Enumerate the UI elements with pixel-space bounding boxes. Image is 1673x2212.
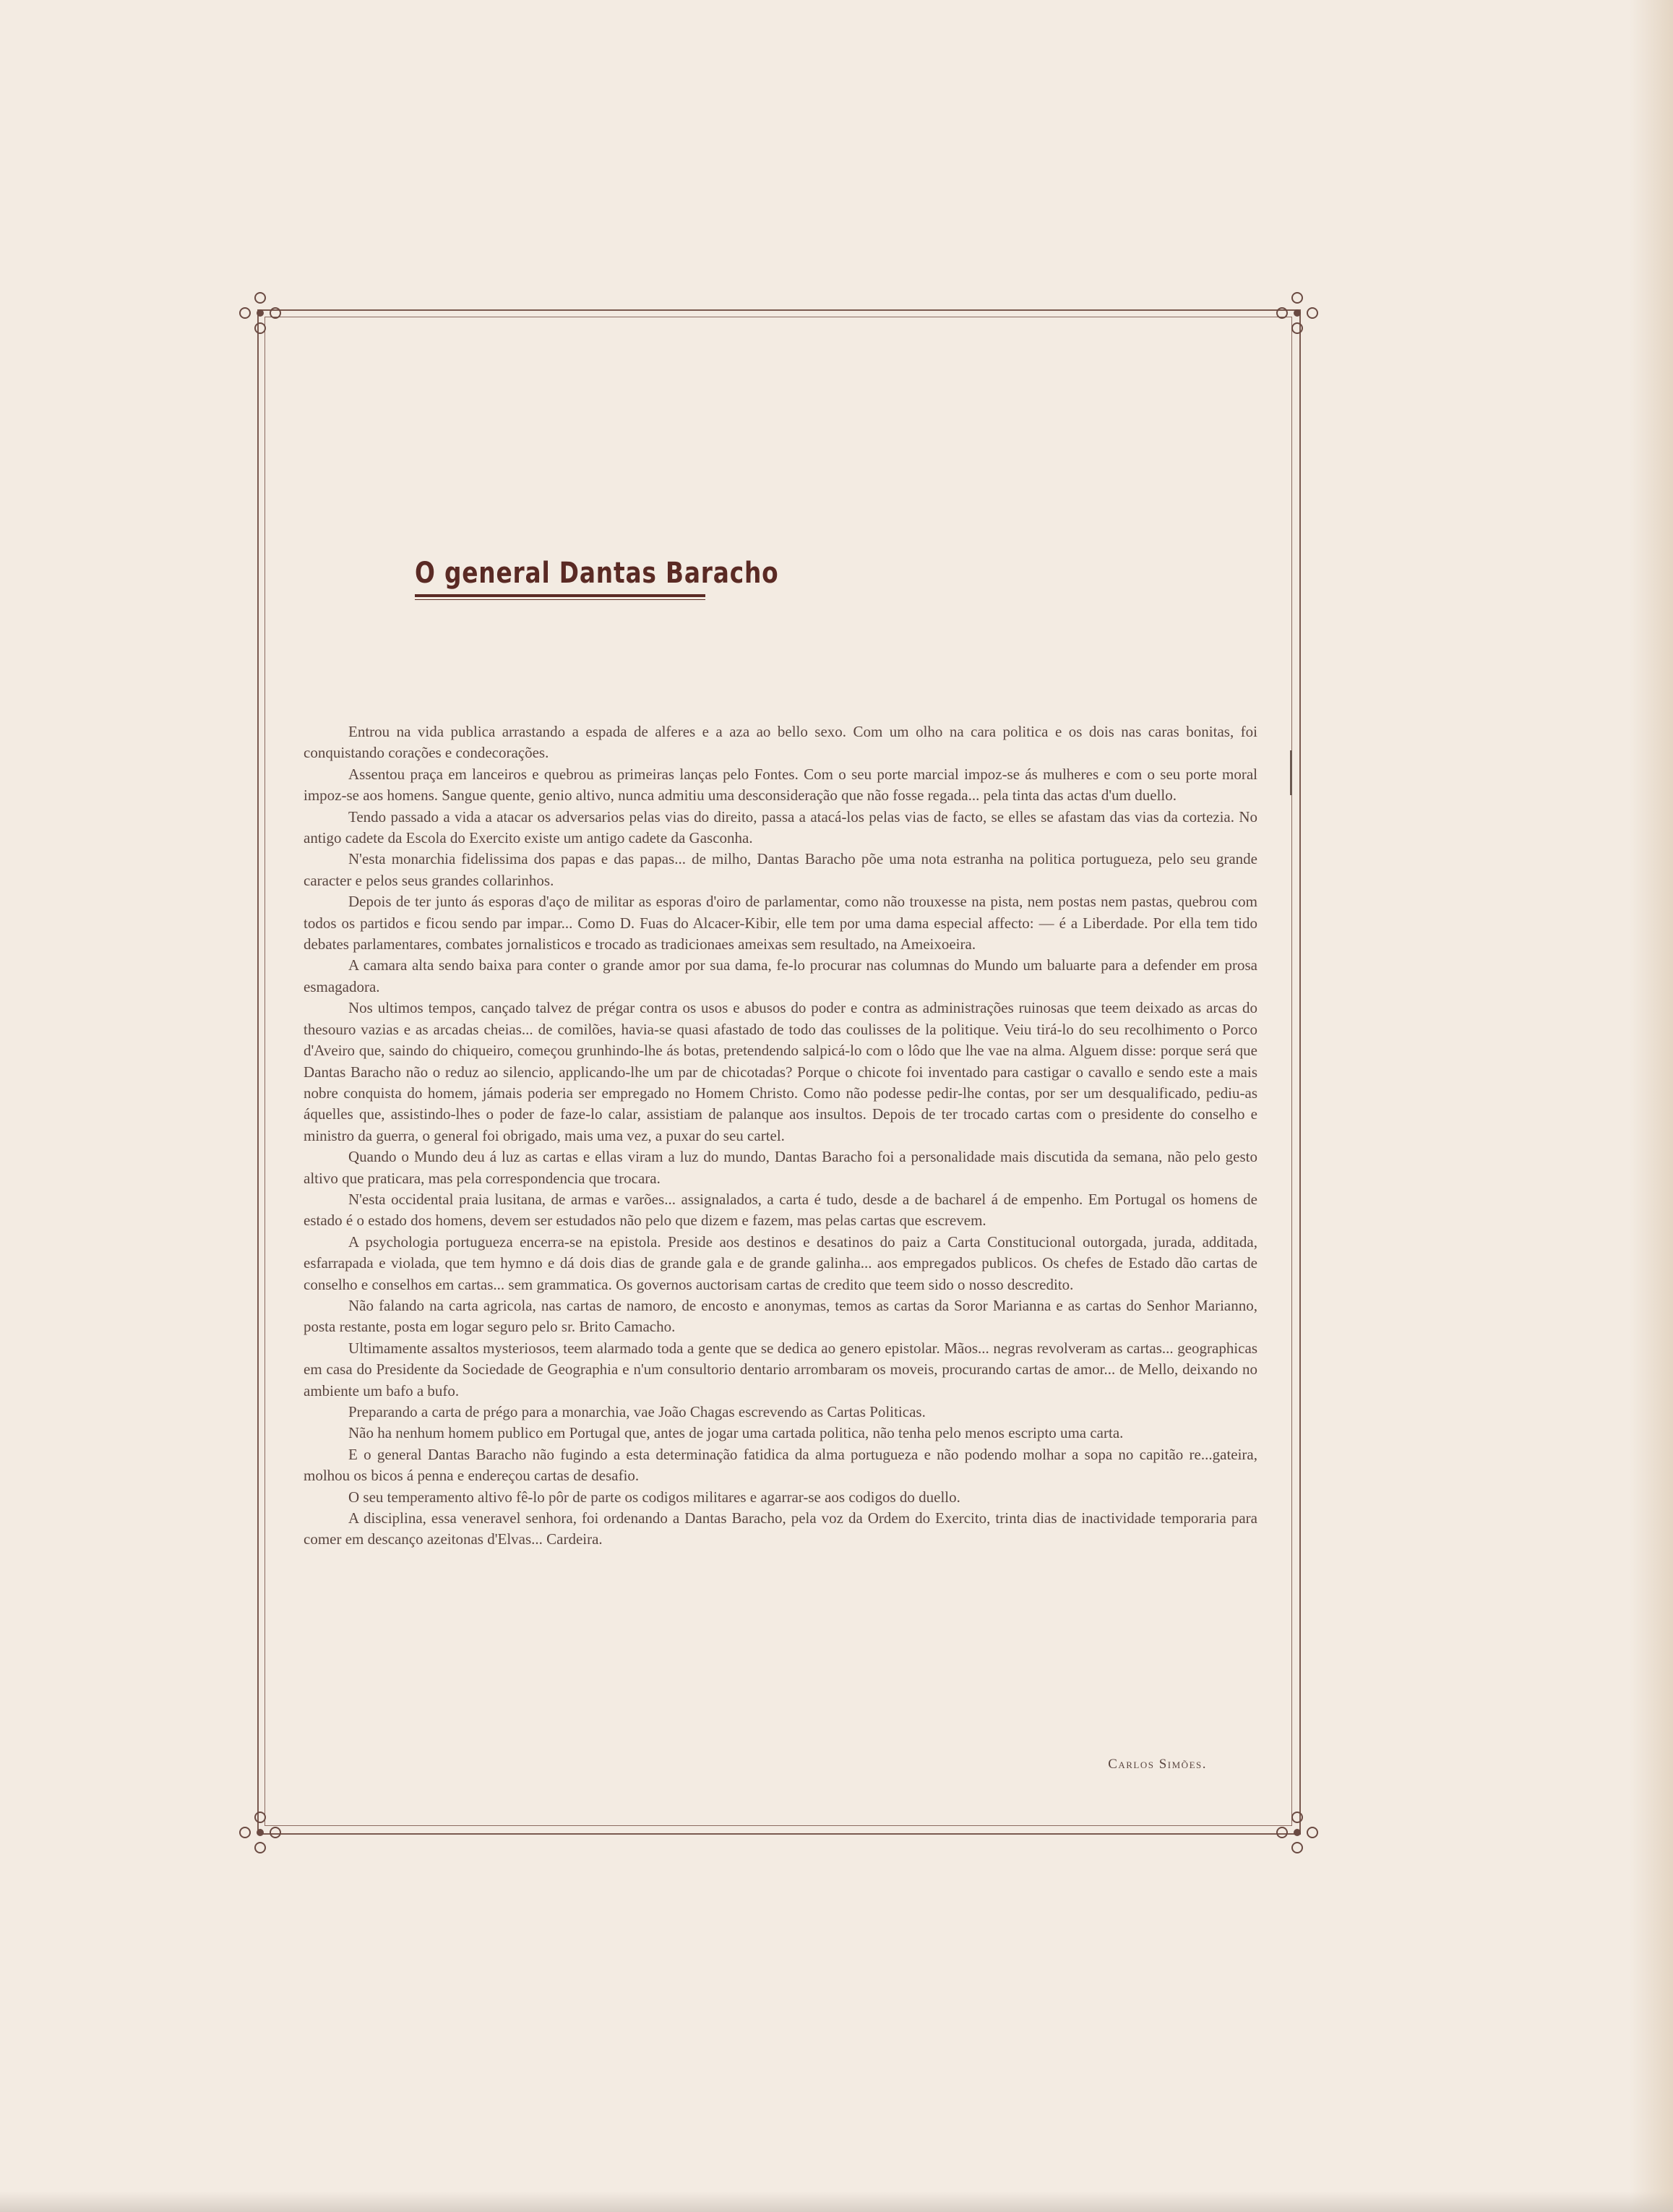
paragraph: Ultimamente assaltos mysteriosos, teem alarmado toda a gente que se dedica ao genero epistolar. Mãos... negras revolveram as cartas... geographicas em casa do Presidente da Sociedade de Geographia e n'um consultorio dentario arrombaram os moveis, procurando cartas de amor... de Mello, deixando no ambiente um bafo a bufo. [304,1339,1257,1399]
paragraph: A disciplina, essa veneravel senhora, foi ordenando a Dantas Baracho, pela voz da Ordem do Exercito, trinta dias de inactividade temporaria para comer em descanço azeitonas d'Elvas... Cardeira. [304,1509,1257,1548]
article-body [304,721,1257,1551]
paragraph: O seu temperamento altivo fê-lo pôr de parte os codigos militares e agarrar-se aos codigos do duello. [348,1488,960,1506]
paragraph: Assentou praça em lanceiros e quebrou as primeiras lanças pelo Fontes. Com o seu porte marcial impoz-se ás mulheres e com o seu porte moral impoz-se aos homens. Sangue quente, genio altivo, nunca admitiu uma desconsideração que não fosse regada... pela tinta das actas d'um duello. [304,765,1257,805]
paragraph: Quando o Mundo deu á luz as cartas e ellas viram a luz do mundo, Dantas Baracho foi a personalidade mais discutida da semana, não pelo gesto altivo que praticara, mas pela correspondencia que trocara. [304,1148,1257,1187]
title-underline-thin [415,599,705,600]
margin-mark [1290,750,1292,795]
paragraph: E o general Dantas Baracho não fugindo a esta determinação fatidica da alma portugueza e não podendo molhar a sopa no capitão re...gateira, molhou os bicos á penna e endereçou cartas de desafio. [304,1445,1257,1485]
page-edge-shadow [1630,0,1673,2212]
fleuron-corner-icon [235,1807,285,1858]
paragraph: Tendo passado a vida a atacar os adversarios pelas vias do direito, passa a atacá-los pelas vias de facto, se elles se afastam das vias da cortezia. No antigo cadete da Escola do Exercito existe um antigo cadete da Gasconha. [304,807,1257,847]
paragraph: Depois de ter junto ás esporas d'aço de militar as esporas d'oiro de parlamentar, como não trouxesse na pista, nem postas nem pastas, quebrou com todos os partidos e ficou sendo par impar... Como D. Fuas do Alcacer-Kibir, elle tem por uma dama especial affecto: — é a Liberdade. Por ella tem tido debates parlamentares, combates jornalisticos e trocado as tradicionaes ameixas sem resultado, na Ameixoeira. [304,893,1257,953]
title-underline [415,594,705,597]
fleuron-corner-icon [1272,288,1323,338]
paragraph: Nos ultimos tempos, cançado talvez de prégar contra os usos e abusos do poder e contra as administrações ruinosas que teem deixado as arcas do thesouro vazias e as arcadas cheias... de comilões, havia-se quasi afastado de todo das coulisses de la politique. Veiu tirá-lo do seu recolhimento o Porco d'Aveiro que, saindo do chiqueiro, começou grunhindo-lhe ás botas, pretendendo salpicá-lo com o lôdo que lhe vae na alma. Alguem disse: porque será que Dantas Baracho não o reduz ao silencio, applicando-lhe um par de chicotadas? Porque o chicote foi inventado para castigar o cavallo e sendo este a mais nobre conquista do homem, jámais poderia ser empregado no Homem Christo. Como não podesse pedir-lhe contas, por ser um desqualificado, pediu-as áquelles que, assistindo-lhes o poder de faze-lo calar, assistiam de palanque aos insultos. Depois de ter trocado cartas com o presidente do conselho e ministro da guerra, o general foi obrigado, mais uma vez, a puxar do seu cartel. [304,999,1257,1144]
paragraph: Preparando a carta de prégo para a monarchia, vae João Chagas escrevendo as Cartas Politicas. [348,1403,926,1420]
fleuron-corner-icon [235,288,285,338]
paragraph: Entrou na vida publica arrastando a espada de alferes e a aza ao bello sexo. Com um olho na cara politica e os dois nas caras bonitas, foi conquistando corações e condecorações. [304,723,1257,762]
paragraph: A psychologia portugueza encerra-se na epistola. Preside aos destinos e desatinos do paiz a Carta Constitucional outorgada, jurada, additada, esfarrapada e violada, que tem hymno e dá dois dias de grande gala e de grande galinha... aos empregados publicos. Os chefes de Estado dão cartas de conselho e conselhos em cartas... sem grammatica. Os governos auctorisam cartas de credito que teem sido o nosso descredito. [304,1233,1257,1293]
paragraph: A camara alta sendo baixa para conter o grande amor por sua dama, fe-lo procurar nas columnas do Mundo um baluarte para a defender em prosa esmagadora. [304,956,1257,995]
paragraph: N'esta occidental praia lusitana, de armas e varões... assignalados, a carta é tudo, desde a de bacharel á de empenho. Em Portugal os homens de estado é o estado dos homens, devem ser estudados não pelo que dizem e fazem, mas pelas cartas que escrevem. [304,1190,1257,1230]
author-signature: Carlos Simões. [1108,1757,1207,1772]
fleuron-corner-icon [1272,1807,1323,1858]
article-title: O general Dantas Baracho [415,557,779,590]
paragraph: Não falando na carta agricola, nas cartas de namoro, de encosto e anonymas, temos as cartas da Soror Marianna e as cartas do Senhor Marianno, posta restante, posta em logar seguro pelo sr. Brito Camacho. [304,1296,1257,1336]
paragraph: Não ha nenhum homem publico em Portugal que, antes de jogar uma cartada politica, não tenha pelo menos escripto uma carta. [348,1424,1124,1442]
paragraph: N'esta monarchia fidelissima dos papas e das papas... de milho, Dantas Baracho põe uma nota estranha na politica portugueza, pelo seu grande caracter e pelos seus grandes collarinhos. [304,850,1257,889]
page-bottom-edge [0,2192,1673,2212]
